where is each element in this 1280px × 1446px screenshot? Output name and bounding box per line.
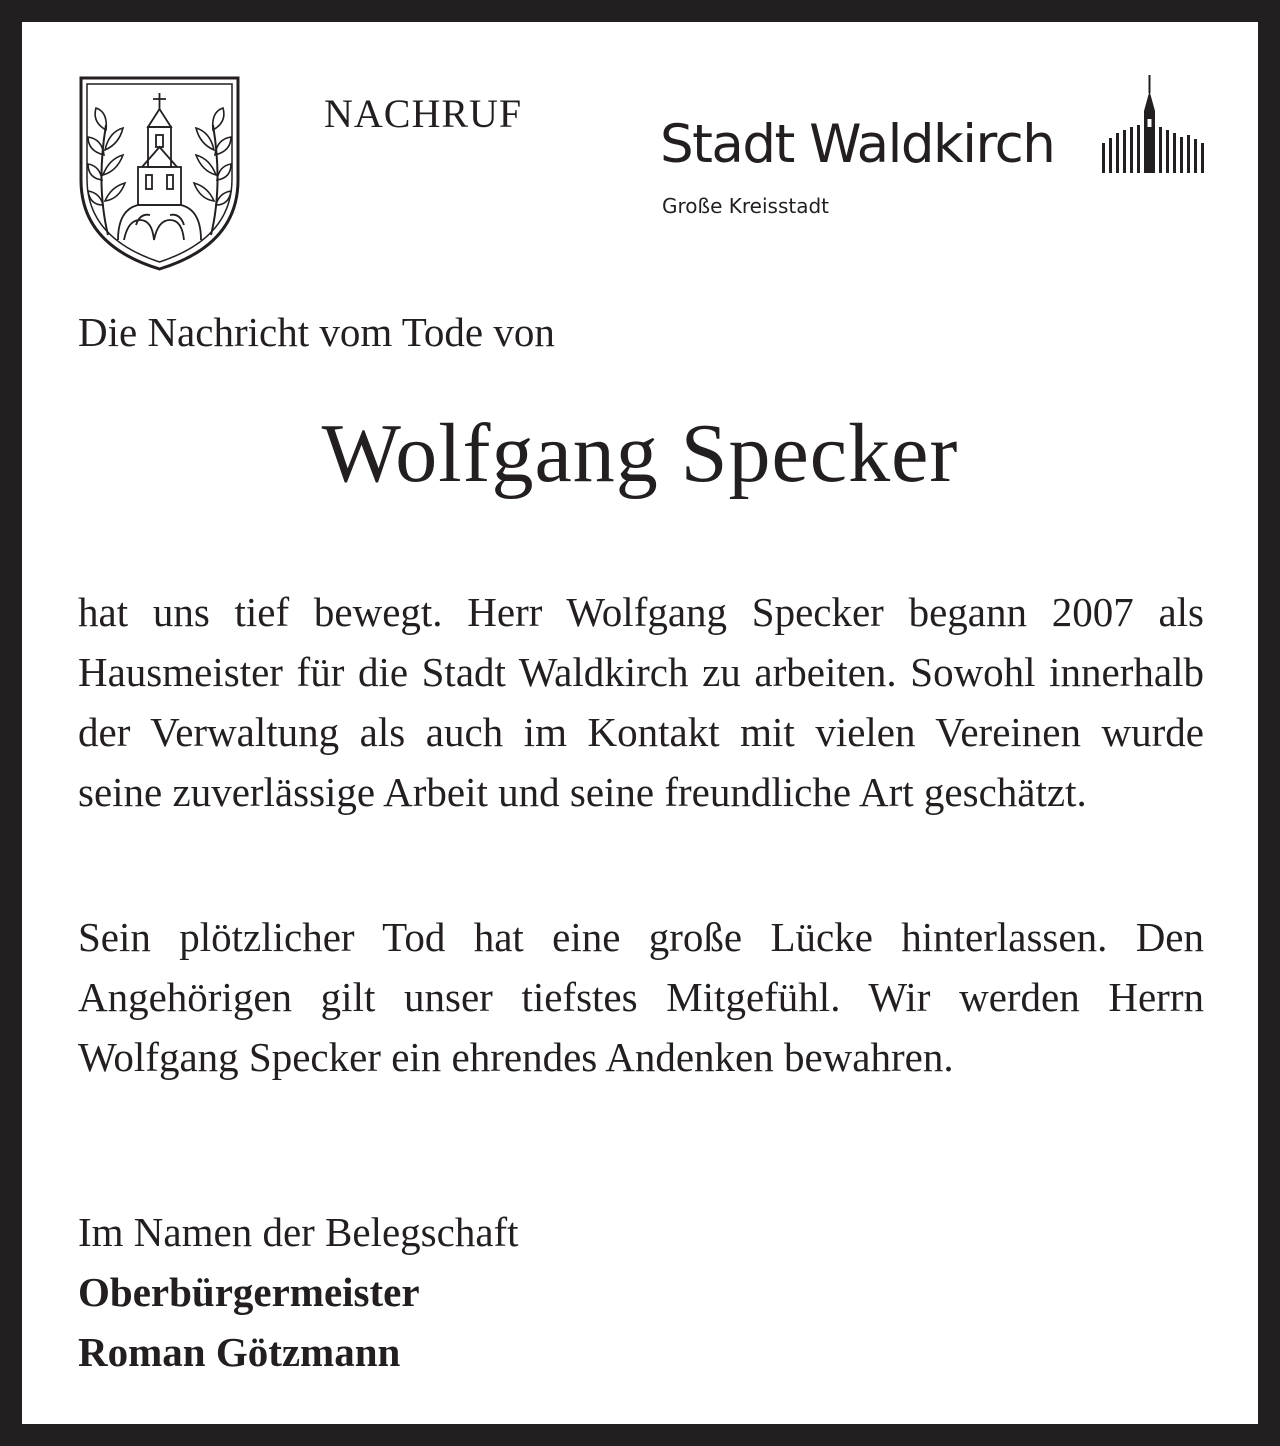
city-logo-name: Stadt Waldkirch [660,114,1055,175]
city-logo-subtitle: Große Kreisstadt [662,194,830,218]
city-skyline-icon [1100,75,1206,175]
body-paragraph: Sein plötzlicher Tod hat eine große Lücke hinterlassen. Den Angehörigen gilt unser tiefstes Mitgefühl. Wir werden Herrn Wolfgang Specker ein ehrendes Andenken bewahren. [78,914,1204,1080]
signature-block [78,1202,519,1382]
signature-name: Roman Götzmann [78,1329,401,1375]
deceased-name: Wolfgang Specker [321,407,959,500]
intro-text: Die Nachricht vom Tode von [78,309,555,355]
coat-of-arms-icon [78,75,241,272]
signature-title: Oberbürgermeister [78,1269,420,1315]
obituary-notice [22,22,1258,1424]
signature-on-behalf: Im Namen der Belegschaft [78,1209,519,1255]
body-paragraph: hat uns tief bewegt. Herr Wolfgang Specker begann 2007 als Hausmeister für die Stadt Waldkirch zu arbeiten. Sowohl innerhalb der Verwaltung als auch im Kontakt mit vielen Vereinen wurde seine zuverlässige Arbeit und seine freundliche Art geschätzt. [78,589,1204,815]
notice-label: NACHRUF [324,91,523,136]
